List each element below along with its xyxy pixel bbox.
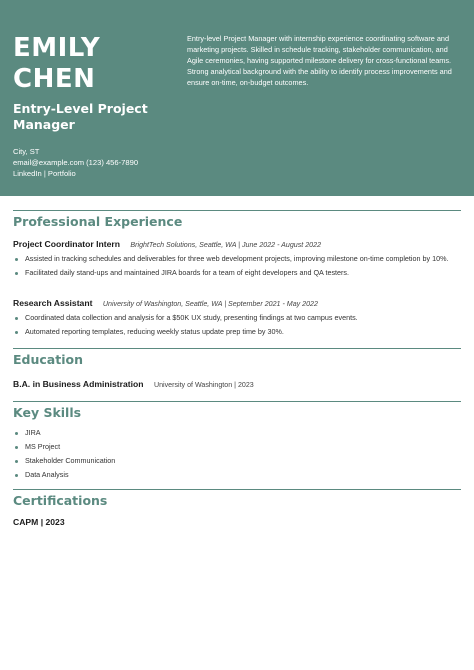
section-heading: Certifications	[13, 493, 108, 508]
email-phone-text: email@example.com (123) 456-7890	[13, 158, 139, 167]
education-entry	[13, 377, 461, 391]
job-meta: University of Washington, Seattle, WA | September 2021 - May 2022	[102, 300, 318, 308]
location-text: City, ST	[13, 147, 40, 156]
job-entry	[13, 296, 461, 341]
bullet-item: Assisted in tracking schedules and deliverables for three web development projects, improving milestone on-time completion by 10%.	[13, 254, 461, 265]
section-heading: Professional Experience	[13, 214, 183, 229]
contact-info	[13, 146, 138, 179]
degree-meta: University of Washington | 2023	[153, 381, 254, 389]
education-section	[13, 348, 461, 391]
skill-item: MS Project	[13, 442, 461, 453]
section-heading: Education	[13, 352, 83, 367]
first-name: EMILY	[13, 33, 101, 63]
skills-list	[13, 428, 461, 481]
degree-name: B.A. in Business Administration	[13, 379, 144, 389]
bullet-item: Facilitated daily stand-ups and maintained JIRA boards for a team of eight developers and QA testers.	[13, 268, 461, 279]
job-meta: BrightTech Solutions, Seattle, WA | June 2022 - August 2022	[130, 241, 322, 249]
job-role: Project Coordinator Intern	[13, 239, 120, 249]
skill-item: JIRA	[13, 428, 461, 439]
skill-item: Data Analysis	[13, 470, 461, 481]
section-heading: Key Skills	[13, 405, 82, 420]
skills-section	[13, 401, 461, 484]
resume-header	[0, 0, 474, 196]
bullet-item: Coordinated data collection and analysis for a $50K UX study, presenting findings at two campus events.	[13, 313, 461, 324]
job-entry	[13, 237, 461, 282]
job-role: Research Assistant	[13, 298, 93, 308]
last-name: CHEN	[13, 64, 96, 94]
professional-summary: Entry-level Project Manager with internship experience coordinating software and marketing projects. Skilled in schedule tracking, stakeholder communication, and Agile ceremonies, having supported milestone delivery for cross-functional teams. Strong analytical background with the ability to identify process improvements and ensure on-time, on-budget outcomes.	[187, 34, 452, 87]
experience-section	[13, 210, 461, 336]
section-divider	[13, 210, 461, 211]
profile-links: LinkedIn | Portfolio	[13, 169, 76, 178]
certification-item: CAPM | 2023	[13, 517, 65, 527]
candidate-name	[13, 33, 183, 95]
section-divider	[13, 489, 461, 490]
job-bullets	[13, 254, 461, 279]
job-bullets	[13, 313, 461, 338]
bullet-item: Automated reporting templates, reducing weekly status update prep time by 30%.	[13, 327, 461, 338]
section-divider	[13, 401, 461, 402]
candidate-title: Entry-Level Project Manager	[13, 101, 148, 132]
section-divider	[13, 348, 461, 349]
certifications-section	[13, 489, 461, 527]
skill-item: Stakeholder Communication	[13, 456, 461, 467]
